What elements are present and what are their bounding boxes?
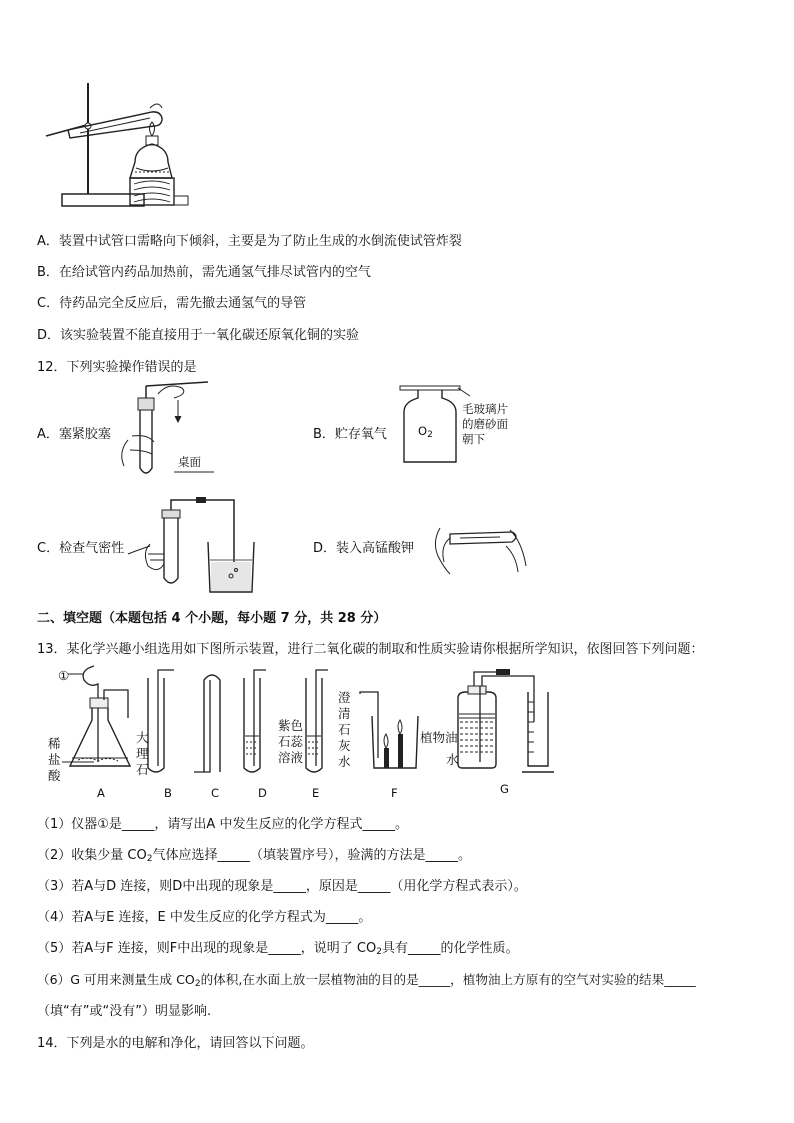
apparatus-letter-e: E — [312, 786, 320, 800]
q11-option-d: D．该实验装置不能直接用于一氧化碳还原氧化铜的实验 — [37, 328, 360, 343]
marble-label: 大 理 石 — [136, 730, 149, 777]
apparatus-1-label: ① — [58, 668, 70, 683]
q12-a-desk-label: 桌面 — [178, 455, 201, 469]
glass-plate-note: 毛玻璃片 的磨砂面 朝下 — [462, 402, 508, 446]
limewater-label: 澄 清 石 灰 水 — [338, 690, 351, 769]
q13-sub3: （3）若A与D 连接，则D中出现的现象是_____，原因是_____（用化学方程式表示）。 — [37, 879, 527, 894]
hydrogen-reduction-apparatus-figure — [40, 78, 200, 213]
gas-bottle-figure — [400, 384, 470, 466]
litmus-label: 紫色 石蕊 溶液 — [278, 718, 304, 765]
dilute-hcl-label: 稀 盐 酸 — [48, 736, 61, 783]
apparatus-letter-g: G — [500, 782, 509, 796]
q12-option-c: C．检查气密性 — [37, 541, 125, 556]
q13-sub4: （4）若A与E 连接，E 中发生反应的化学方程式为_____。 — [37, 910, 372, 925]
apparatus-letter-f: F — [391, 786, 398, 800]
apparatus-letter-b: B — [164, 786, 172, 800]
apparatus-letter-d: D — [258, 786, 267, 800]
q12-option-a: A．塞紧胶塞 — [37, 427, 111, 442]
q13-sub6: （6）G 可用来测量生成 $CO_2$的体积,在水面上放一层植物油的目的是_____，植物油上方原有的空气对实验的结果_____ — [37, 972, 696, 989]
apparatus-letter-a: A — [97, 786, 105, 800]
q12-option-d: D．装入高锰酸钾 — [313, 541, 415, 556]
q13-sub2: （2）收集少量 $CO_2$气体应选择_____（填装置序号），验满的方法是_____。 — [37, 848, 471, 864]
stopper-insertion-figure — [118, 380, 218, 480]
q13-sub1: （1）仪器①是_____，请写出A 中发生反应的化学方程式_____。 — [37, 817, 408, 832]
q11-option-a: A．装置中试管口需略向下倾斜，主要是为了防止生成的水倒流使试管炸裂 — [37, 234, 462, 249]
co2-apparatus-figure — [44, 662, 564, 802]
q12-option-b: B．贮存氧气 — [313, 427, 387, 442]
q14-stem: 14．下列是水的电解和净化，请回答以下问题。 — [37, 1036, 314, 1051]
permanganate-loading-figure — [430, 522, 530, 578]
water-label: 水 — [446, 752, 459, 767]
airtightness-check-figure — [128, 494, 258, 594]
section-2-title: 二、填空题（本题包括 4 个小题，每小题 7 分，共 28 分） — [37, 611, 387, 626]
gas-bottle-label: $O_2$ — [418, 424, 433, 440]
vegetable-oil-label: 植物油 — [420, 730, 458, 745]
q13-sub5: （5）若A与F 连接，则F中出现的现象是_____，说明了 $CO_2$具有_____的化学性质。 — [37, 941, 519, 957]
apparatus-letter-c: C — [211, 786, 220, 800]
q12-stem: 12．下列实验操作错误的是 — [37, 360, 197, 375]
q11-option-c: C．待药品完全反应后，需先撤去通氢气的导管 — [37, 296, 307, 311]
q11-option-b: B．在给试管内药品加热前，需先通氢气排尽试管内的空气 — [37, 265, 371, 280]
q13-sub6-continued: （填“有”或“没有”）明显影响. — [37, 1004, 212, 1019]
q13-stem: 13．某化学兴趣小组选用如下图所示装置，进行二氧化碳的制取和性质实验请你根据所学知识，依图回答下列问题： — [37, 642, 704, 657]
